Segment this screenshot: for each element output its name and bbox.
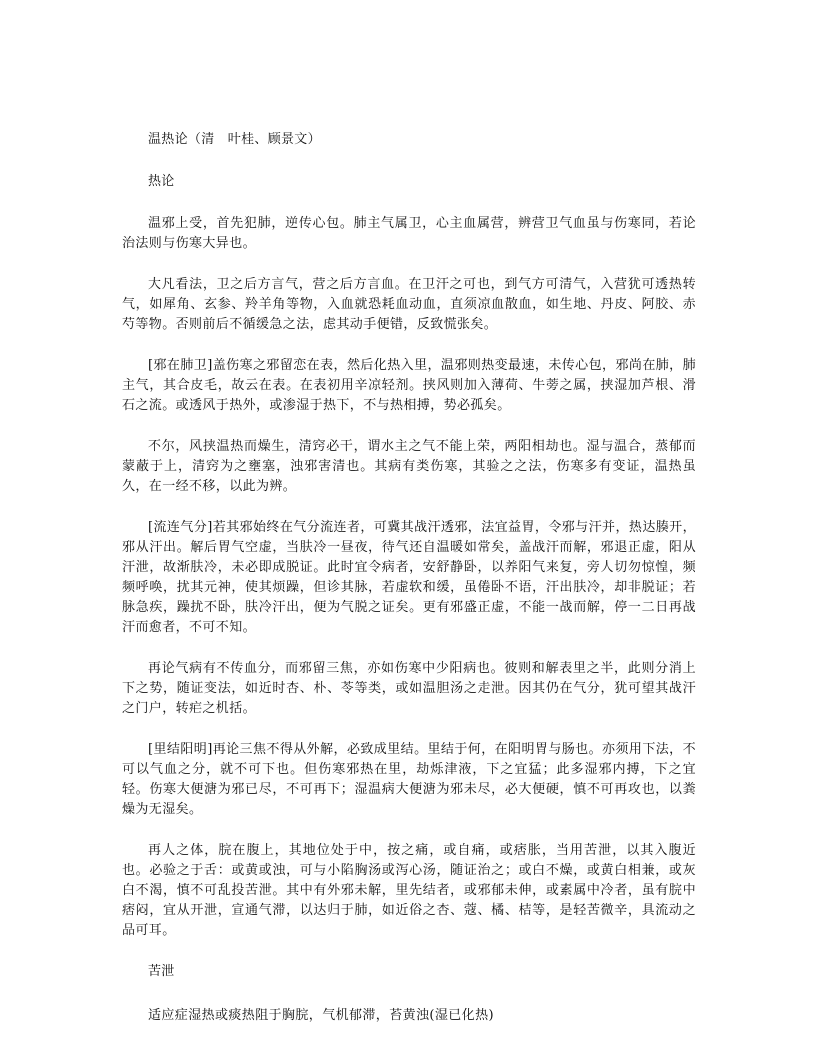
paragraph: 大凡看法，卫之后方言气，营之后方言血。在卫汗之可也，到气方可清气，入营犹可透热转气，如犀角、玄参、羚羊角等物，入血就恐耗血动血，直须凉血散血，如生地、丹皮、阿胶、赤芍等物。否则前后不循缓急之法，虑其动手便错，反致慌张矣。 (122, 277, 696, 332)
paragraph: 温邪上受，首先犯肺，逆传心包。肺主气属卫，心主血属营，辨营卫气血虽与伤寒同，若论治法则与伤寒大异也。 (122, 216, 696, 251)
paragraph: [邪在肺卫]盖伤寒之邪留恋在表，然后化热入里，温邪则热变最速，未传心包，邪尚在肺，肺主气，其合皮毛，故云在表。在表初用辛凉轻剂。挟风则加入薄荷、牛蒡之属，挟湿加芦根、滑石之流。或透风于热外，或渗湿于热下，不与热相搏，势必孤矣。 (122, 358, 696, 413)
paragraph: 不尔，风挟温热而燥生，清窍必干，谓水主之气不能上荣，两阳相劫也。湿与温合，蒸郁而蒙蔽于上，清窍为之壅塞，浊邪害清也。其病有类伤寒，其验之之法，伤寒多有变证，温热虽久，在一经不移，以此为辨。 (122, 439, 696, 494)
paragraph: 再人之体，脘在腹上，其地位处于中，按之痛，或自痛，或痞胀，当用苦泄，以其入腹近也。必验之于舌：或黄或浊，可与小陷胸汤或泻心汤，随证治之；或白不燥，或黄白相兼，或灰白不渴，慎不可乱投苦泄。其中有外邪未解，里先结者，或邪郁未伸，或素属中冷者，虽有脘中痞闷，宜从开泄，宣通气滞，以达归于肺，如近俗之杏、蔻、橘、桔等，是轻苦微辛，具流动之品可耳。 (122, 843, 696, 938)
subheading: 苦泄 (148, 964, 175, 979)
paragraph: 再论气病有不传血分，而邪留三焦，亦如伤寒中少阳病也。彼则和解表里之半，此则分消上下之势，随证变法，如近时杏、朴、苓等类，或如温胆汤之走泄。因其仍在气分，犹可望其战汗之门户，转疟之机括。 (122, 661, 696, 716)
document-body (122, 130, 696, 1047)
document-title: 温热论（清 叶桂、顾景文） (148, 132, 321, 147)
paragraph: [流连气分]若其邪始终在气分流连者，可冀其战汗透邪，法宜益胃，令邪与汗并，热达腠开，邪从汗出。解后胃气空虚，当肤冷一昼夜，待气还自温暖如常矣，盖战汗而解，邪退正虚，阳从汗泄，故渐肤冷，未必即成脱证。此时宜令病者，安舒静卧，以养阳气来复，旁人切勿惊惶，频频呼唤，扰其元神，使其烦躁，但诊其脉，若虚软和缓，虽倦卧不语，汗出肤冷，却非脱证；若脉急疾，躁扰不卧，肤冷汗出，便为气脱之证矣。更有邪盛正虚，不能一战而解，停一二日再战汗而愈者，不可不知。 (122, 520, 696, 635)
final-paragraph: 适应症湿热或痰热阻于胸脘，气机郁滞，苔黄浊(湿已化热) (148, 1008, 494, 1023)
paragraph: [里结阳明]再论三焦不得从外解，必致成里结。里结于何，在阳明胃与肠也。亦须用下法，不可以气血之分，就不可下也。但伤寒邪热在里，劫烁津液，下之宜猛；此多湿邪内搏，下之宜轻。伤寒大便溏为邪已尽，不可再下；湿温病大便溏为邪未尽，必大便硬，慎不可再攻也，以粪燥为无湿矣。 (122, 742, 696, 817)
section-heading: 热论 (148, 174, 175, 189)
